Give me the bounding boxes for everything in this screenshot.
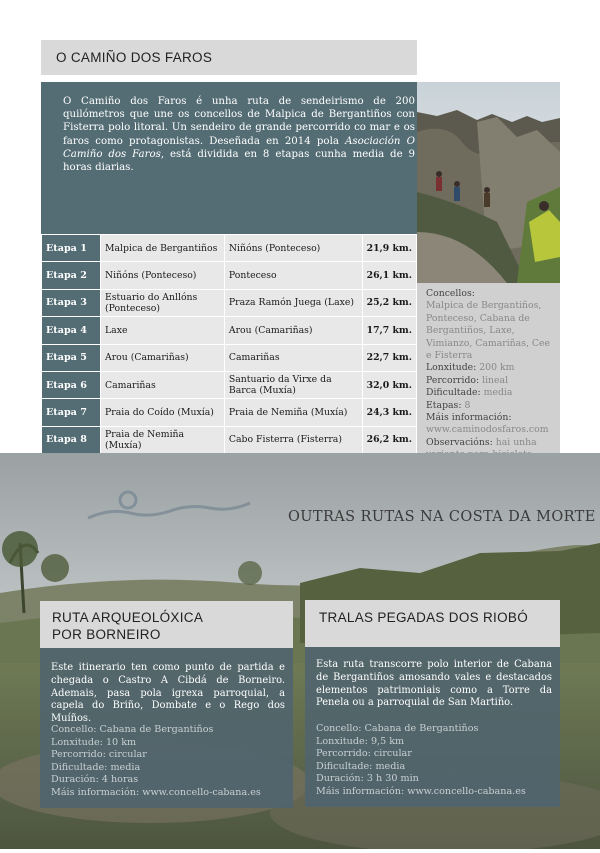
other-routes-title: OUTRAS RUTAS NA COSTA DA MORTE [288, 509, 596, 525]
stage-label: Etapa 7 [42, 399, 101, 426]
route-info [426, 288, 556, 462]
stage-to: Ponteceso [224, 262, 362, 289]
route1-description: Este itinerario ten como punto de partida e chegada o Castro A Cibdá de Borneiro. Ademais, pasa pola igrexa parroquial, a capela do Briño, Dombate e o Rego dos Muíños. [51, 662, 285, 725]
stage-row [42, 371, 417, 398]
page-title-bar [41, 40, 417, 75]
stage-label: Etapa 3 [42, 289, 101, 316]
stage-label: Etapa 1 [42, 235, 101, 262]
route2-description: Esta ruta transcorre polo interior de Cabana de Bergantiños amosando vales e destacados elementos patrimoniais como a Torre da Penela ou a parroquial de San Martiño. [316, 659, 552, 709]
route1-dificultade: Dificultade: media [51, 761, 141, 773]
stage-distance: 17,7 km. [362, 317, 416, 344]
stage-distance: 24,3 km. [362, 399, 416, 426]
etapas-value: 8 [464, 399, 471, 411]
stage-from: Estuario do Anllóns (Ponteceso) [101, 289, 225, 316]
route2-header [305, 600, 560, 647]
stage-label: Etapa 6 [42, 371, 101, 398]
dificultade-label: Dificultade: [426, 387, 481, 399]
stage-row [42, 426, 417, 453]
stage-to: Praia de Nemiña (Muxía) [224, 399, 362, 426]
website-link[interactable]: www.caminodosfaros.com [426, 424, 549, 436]
stage-label: Etapa 4 [42, 317, 101, 344]
route2-lonxitude: Lonxitude: 9,5 km [316, 735, 405, 747]
route1-facts [51, 724, 285, 800]
hikers-photo [417, 82, 560, 283]
stage-to: Cabo Fisterra (Fisterra) [224, 426, 362, 453]
stage-distance: 26,2 km. [362, 426, 416, 453]
stage-row [42, 235, 417, 262]
stage-to: Santuario da Virxe da Barca (Muxía) [224, 371, 362, 398]
stage-row [42, 262, 417, 289]
stage-distance: 32,0 km. [362, 371, 416, 398]
route1-percorrido: Percorrido: circular [51, 749, 147, 761]
lonxitude-value: 200 km [479, 362, 515, 374]
route2-duracion: Duración: 3 h 30 min [316, 773, 419, 785]
observations-label: Observacións: [426, 436, 493, 448]
stage-from: Camariñas [101, 371, 225, 398]
route1-header [40, 601, 293, 648]
stage-distance: 26,1 km. [362, 262, 416, 289]
stage-row [42, 317, 417, 344]
stage-label: Etapa 5 [42, 344, 101, 371]
more-info-label: Máis información: [426, 412, 512, 424]
route2-more-info[interactable]: Máis información: www.concello-cabana.es [316, 785, 526, 797]
route2-dificultade: Dificultade: media [316, 760, 406, 772]
stage-to: Praza Ramón Juega (Laxe) [224, 289, 362, 316]
percorrido-value: lineal [482, 374, 509, 386]
stage-distance: 21,9 km. [362, 235, 416, 262]
stage-label: Etapa 2 [42, 262, 101, 289]
concellos-value: Malpica de Bergantiños, Ponteceso, Cabana de Bergantiños, Laxe, Vimianzo, Camariñas, Cee e Fisterra [426, 300, 551, 362]
concellos-label: Concellos: [426, 288, 475, 299]
stage-from: Praia do Coído (Muxía) [101, 399, 225, 426]
route1-concello: Concello: Cabana de Bergantiños [51, 724, 214, 735]
stage-to: Arou (Camariñas) [224, 317, 362, 344]
stage-distance: 22,7 km. [362, 344, 416, 371]
percorrido-label: Percorrido: [426, 374, 480, 386]
page-title: O CAMIÑO DOS FAROS [56, 50, 213, 65]
route1-card [40, 648, 293, 808]
etapas-label: Etapas: [426, 399, 462, 411]
route2-percorrido: Percorrido: circular [316, 748, 412, 760]
stage-label: Etapa 8 [42, 426, 101, 453]
route1-title-line1: RUTA ARQUEOLÓXICA [52, 610, 204, 625]
stage-row [42, 289, 417, 316]
lonxitude-label: Lonxitude: [426, 362, 477, 374]
stage-from: Arou (Camariñas) [101, 344, 225, 371]
route1-lonxitude: Lonxitude: 10 km [51, 736, 137, 748]
route2-card [305, 647, 560, 807]
observations-value: hai unha [495, 436, 537, 448]
stage-from: Praia de Nemiña (Muxía) [101, 426, 225, 453]
stage-to: Niñóns (Ponteceso) [224, 235, 362, 262]
stage-from: Laxe [101, 317, 225, 344]
dificultade-value: media [483, 387, 513, 399]
stage-distance: 25,2 km. [362, 289, 416, 316]
route2-title: TRALAS PEGADAS DOS RIOBÓ [319, 610, 529, 625]
stages-table [41, 234, 417, 454]
route1-title-line2: POR BORNEIRO [52, 627, 161, 642]
stage-row [42, 399, 417, 426]
route2-facts [316, 723, 552, 799]
intro-text: O Camiño dos Faros é unha ruta de sendeirismo de 200 quilómetros que une os concellos de Malpica de Bergantiños con Fisterra polo litoral. Un sendeiro de grande percorrido co mar e os faros como protagonistas. Deseñada en 2014 pola Asociación O Camiño dos Faros, está dividida en 8 etapas cunha media de 9 horas diarias. [63, 96, 416, 174]
stage-to: Camariñas [224, 344, 362, 371]
stage-row [42, 344, 417, 371]
route1-more-info[interactable]: Máis información: www.concello-cabana.es [51, 786, 261, 798]
route2-concello: Concello: Cabana de Bergantiños [316, 723, 479, 734]
stage-from: Malpica de Bergantiños [101, 235, 225, 262]
stage-from: Niñóns (Ponteceso) [101, 262, 225, 289]
route1-duracion: Duración: 4 horas [51, 774, 139, 786]
